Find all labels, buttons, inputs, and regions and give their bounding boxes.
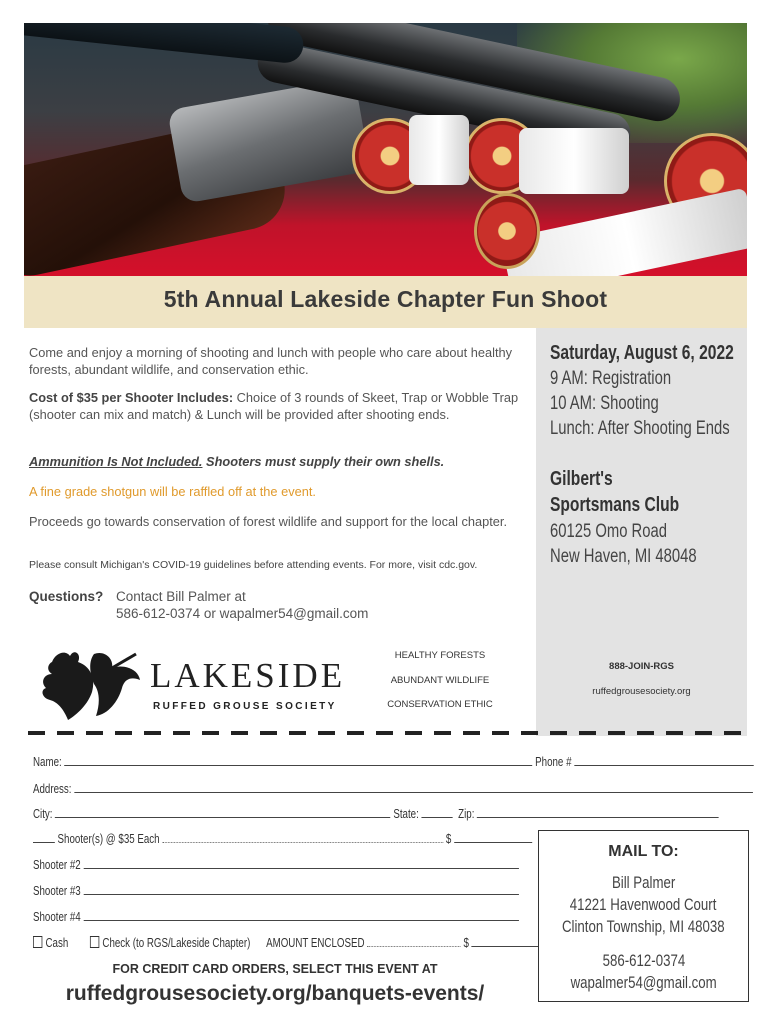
cut-line-divider (28, 731, 746, 735)
proceeds-text: Proceeds go towards conservation of forest wildlife and support for the local chapter. (29, 514, 508, 529)
phone-label: Phone # (535, 755, 572, 769)
mail-street: 41221 Havenwood Court (570, 895, 717, 914)
event-date: Saturday, August 6, 2022 (550, 342, 734, 364)
city-label: City: (33, 807, 53, 821)
dollar-sign: $ (445, 832, 452, 846)
logo-subtitle: RUFFED GROUSE SOCIETY (153, 701, 337, 712)
name-row[interactable] (33, 754, 754, 769)
intro-text: Come and enjoy a morning of shooting and lunch with people who care about healthy forests, abundant wildlife, and conservation ethic. (29, 345, 513, 377)
schedule-registration: 9 AM: Registration (550, 368, 672, 389)
dotted-leader (162, 831, 443, 843)
shooter2-row[interactable] (33, 857, 519, 872)
city-row[interactable] (33, 806, 719, 821)
ammo-text: Shooters must supply their own shells. (206, 454, 445, 469)
amount-dotted-leader (367, 935, 461, 947)
shooters-amount-field[interactable] (454, 831, 532, 843)
ammo-notice (29, 454, 444, 469)
cost-label: Cost of $35 per Shooter Includes: (29, 390, 234, 405)
cost-paragraph (29, 389, 519, 423)
page-title: 5th Annual Lakeside Chapter Fun Shoot (163, 286, 608, 312)
mail-city: Clinton Township, MI 48038 (562, 917, 725, 936)
schedule-shooting: 10 AM: Shooting (550, 393, 659, 414)
shooter2-field[interactable] (83, 857, 518, 869)
schedule-lunch: Lunch: After Shooting Ends (550, 418, 730, 439)
tagline-forests: HEALTHY FORESTS (394, 650, 486, 661)
events-url-link[interactable]: ruffedgrousesociety.org/banquets-events/ (65, 982, 485, 1005)
join-phone: 888-JOIN-RGS (609, 661, 674, 672)
hero-photo (24, 23, 747, 276)
amount-enclosed-label: AMOUNT ENCLOSED (266, 936, 365, 950)
shooter-count-field[interactable] (33, 831, 55, 843)
raffle-text: A fine grade shotgun will be raffled off at the event. (29, 484, 316, 499)
mail-name: Bill Palmer (611, 873, 676, 892)
city-field[interactable] (55, 806, 390, 818)
logo-wordmark: LAKESIDE (150, 656, 346, 695)
credit-card-instructions: FOR CREDIT CARD ORDERS, SELECT THIS EVENT AT (112, 962, 438, 976)
mail-to-box (538, 830, 749, 1002)
zip-field[interactable] (477, 806, 719, 818)
grouse-logo-icon (38, 644, 142, 724)
mail-phone: 586-612-0374 (602, 951, 685, 970)
shooter2-label: Shooter #2 (33, 858, 81, 872)
payment-row[interactable] (33, 935, 550, 950)
cash-label: Cash (45, 936, 69, 950)
questions-label: Questions? (29, 589, 104, 604)
shooter4-row[interactable] (33, 909, 519, 924)
mail-to-label: MAIL TO: (608, 843, 679, 860)
shooters-label: Shooter(s) @ $35 Each (57, 832, 160, 846)
covid-note: Please consult Michigan's COVID-19 guidelines before attending events. For more, visit cdc.gov. (29, 559, 478, 571)
shooter4-field[interactable] (83, 909, 518, 921)
shooter3-row[interactable] (33, 883, 519, 898)
zip-label: Zip: (458, 807, 475, 821)
event-details-box (536, 328, 747, 736)
address-field[interactable] (74, 781, 753, 793)
questions-line1: Contact Bill Palmer at (116, 589, 246, 604)
venue-name-line2: Sportsmans Club (550, 494, 680, 516)
shooters-count-row[interactable] (33, 831, 532, 846)
website: ruffedgrousesociety.org (592, 686, 691, 697)
title-band (24, 276, 747, 328)
tagline-wildlife: ABUNDANT WILDLIFE (390, 675, 490, 686)
address-row[interactable] (33, 781, 753, 796)
name-label: Name: (33, 755, 62, 769)
mail-email: wapalmer54@gmail.com (570, 973, 717, 992)
phone-field[interactable] (574, 754, 753, 766)
state-field[interactable] (422, 806, 453, 818)
venue-address2: New Haven, MI 48048 (550, 546, 697, 567)
venue-address1: 60125 Omo Road (550, 521, 667, 542)
tagline-ethic: CONSERVATION ETHIC (387, 699, 493, 710)
address-label: Address: (33, 782, 72, 796)
shooter4-label: Shooter #4 (33, 910, 81, 924)
shooter3-field[interactable] (83, 883, 518, 895)
check-label: Check (to RGS/Lakeside Chapter) (102, 936, 251, 950)
amount-dollar-sign: $ (463, 936, 469, 950)
ammo-label: Ammunition Is Not Included. (29, 454, 203, 469)
state-label: State: (393, 807, 419, 821)
cost-text: Choice of 3 rounds of Skeet, Trap or Wobble Trap (shooter can mix and match) & Lunch will be provided after shooting ends. (29, 390, 519, 422)
name-field[interactable] (64, 754, 532, 766)
cash-checkbox[interactable] (33, 936, 42, 948)
check-checkbox[interactable] (90, 936, 99, 948)
venue-name-line1: Gilbert's (550, 468, 613, 490)
questions-line2: 586-612-0374 or wapalmer54@gmail.com (116, 606, 369, 621)
shooter3-label: Shooter #3 (33, 884, 81, 898)
